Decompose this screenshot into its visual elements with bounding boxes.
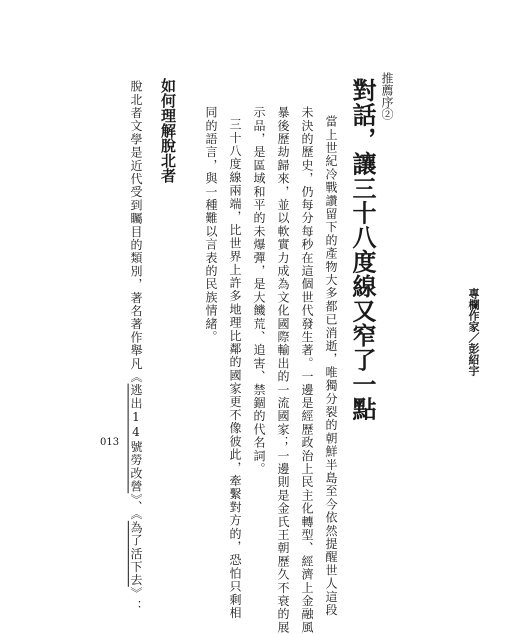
- page-title: 對話，讓三十八度線又窄了一點: [348, 78, 377, 421]
- paragraph-1-line-4: 示品，是區域和平的未爆彈，是大饑荒、追害、禁錮的代名詞。: [252, 106, 266, 476]
- page-number: 013: [100, 437, 120, 448]
- author-byline: 專欄作家／彭紹宇: [467, 288, 480, 376]
- paragraph-3-line-1: [130, 80, 142, 613]
- paragraph-3-text-start: 脫北者文學是近代受到矚目的類別，著名著作舉凡《: [129, 80, 143, 384]
- paragraph-2-line-2: 同的語言，與一種難以言表的民族情緒。: [204, 106, 218, 344]
- preface-kicker: 推薦序②: [380, 72, 394, 120]
- book-title-2: 為了活下去: [129, 520, 143, 587]
- paragraph-3-text-mid: 》、《: [129, 493, 143, 521]
- paragraph-1-line-2: 未決的歷史，仍每分每秒在這個世代發生著。一邊是經歷政治上民主化轉型、經濟上金融風: [300, 106, 314, 634]
- paragraph-3-text-end: 》：: [129, 586, 143, 614]
- book-title-1: 逃出14號勞改營: [129, 383, 143, 494]
- section-heading: 如何理解脫北者: [159, 78, 177, 183]
- paragraph-1-line-3: 暴後歷劫歸來，並以軟實力成為文化國際輸出的一流國家；一邊則是金氏王朝歷久不衰的展: [276, 106, 290, 634]
- paragraph-1-line-1: 當上世紀冷戰讚留下的產物大多都已消逝，唯獨分裂的朝鮮半島至今依然提醒世人這段: [324, 115, 338, 617]
- paragraph-2-line-1: 三十八度線兩端，比世界上許多地理比鄰的國家更不像彼此，牽繫對方的，恐怕只剩相: [228, 118, 242, 620]
